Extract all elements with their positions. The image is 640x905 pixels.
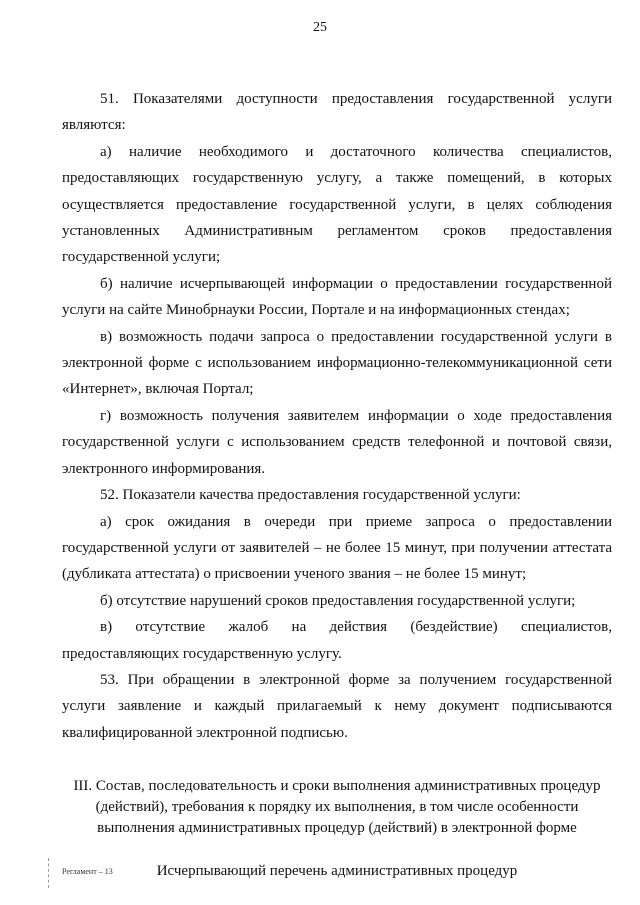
paragraph-51a: а) наличие необходимого и достаточного количества специалистов, предоставляющих государственную услугу, а также помещений, в которых осуществляется предоставление государственной услуги, в целях соблюдения установленных Административным регламентом сроков предоставления государственной услуги;	[62, 143, 612, 266]
paragraph-51g: г) возможность получения заявителем информации о ходе предоставления государственной услуги с использованием средств телефонной и почтовой связи, электронного информирования.	[62, 407, 612, 477]
page-number: 25	[313, 20, 327, 35]
subheading: Исчерпывающий перечень административных процедур	[156, 863, 518, 880]
paragraph-51: 51. Показателями доступности предоставления государственной услуги являются:	[62, 91, 612, 134]
paragraph-52b: б) отсутствие нарушений сроков предоставления государственной услуги;	[100, 592, 576, 609]
footer-label: Регламент – 13	[62, 867, 113, 876]
document-body	[62, 86, 612, 881]
section-heading-line-3: выполнения административных процедур (действий) в электронной форме	[97, 820, 577, 837]
paragraph-52: 52. Показатели качества предоставления государственной услуги:	[100, 487, 521, 504]
paragraph-53: 53. При обращении в электронной форме за получением государственной услуги заявление и каждый прилагаемый к нему документ подписываются квалифицированной электронной подписью.	[62, 671, 612, 741]
paragraph-52a: а) срок ожидания в очереди при приеме запроса о предоставлении государственной услуги от заявителей – не более 15 минут, при получении аттестата (дубликата аттестата) о присвоении ученого звания – не более 15 минут;	[62, 513, 612, 583]
section-heading-line-2: (действий), требования к порядку их выполнения, в том числе особенности	[95, 799, 579, 816]
paragraph-51v: в) возможность подачи запроса о предоставлении государственной услуги в электронной форме с использованием информационно-телекоммуникационной сети «Интернет», включая Портал;	[62, 328, 612, 398]
paragraph-52v: в) отсутствие жалоб на действия (бездействие) специалистов, предоставляющих государственную услугу.	[62, 619, 612, 662]
section-heading-line-1: III. Состав, последовательность и сроки выполнения административных процедур	[73, 778, 601, 795]
margin-mark	[48, 858, 50, 888]
section-heading	[62, 776, 612, 839]
paragraph-51b: б) наличие исчерпывающей информации о предоставлении государственной услуги на сайте Минобрнауки России, Портале и на информационных стендах;	[62, 275, 612, 319]
